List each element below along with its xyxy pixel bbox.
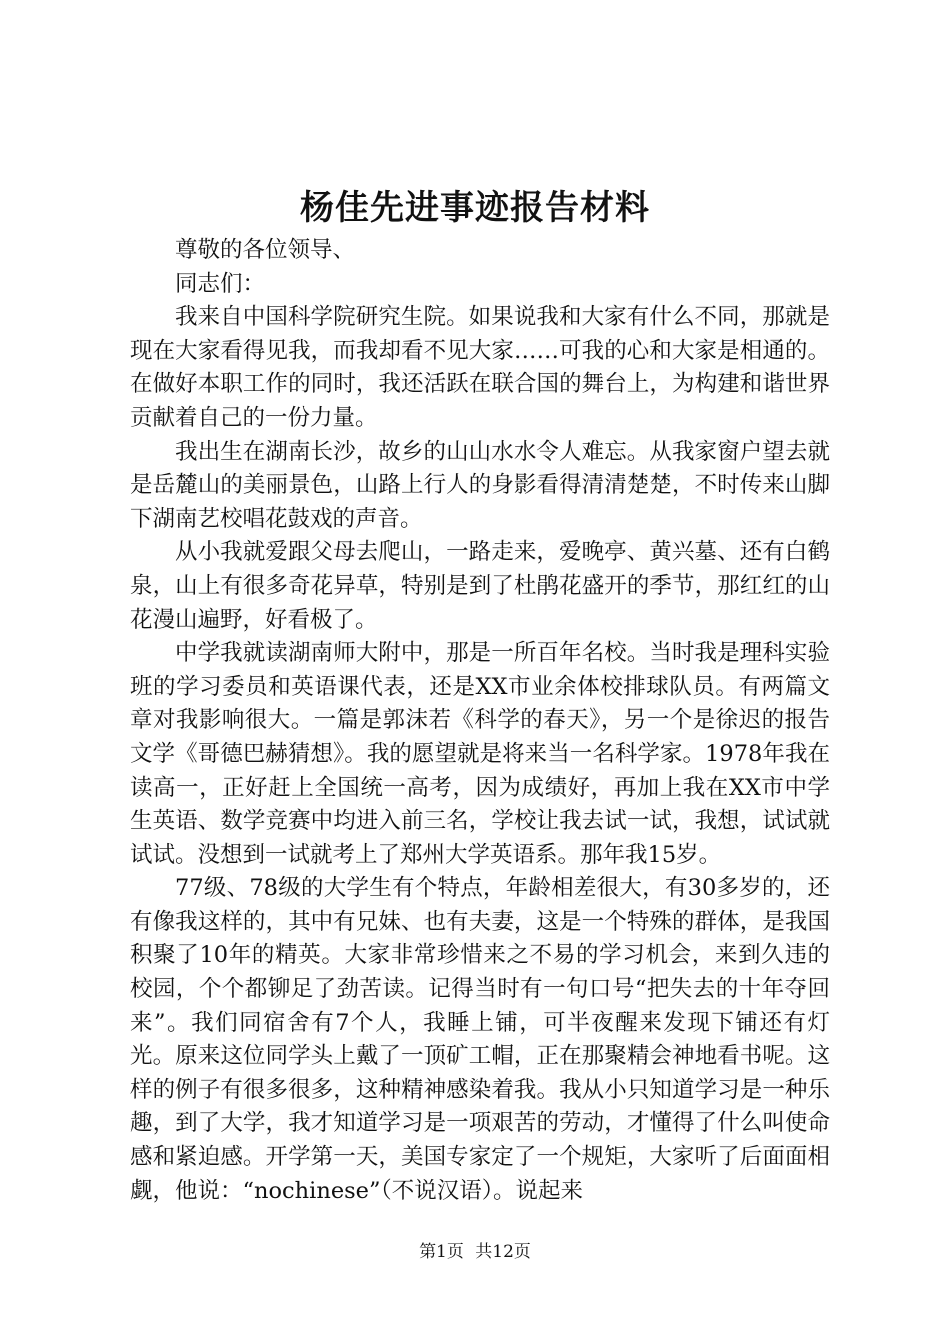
- page-total: 共12页: [475, 1242, 531, 1262]
- body-paragraph: 77级、78级的大学生有个特点，年龄相差很大，有30多岁的，还有像我这样的，其中有兄妹、也有夫妻，这是一个特殊的群体，是我国积聚了10年的精英。大家非常珍惜来之不易的学习机会，来到久违的校园，个个都铆足了劲苦读。记得当时有一句口号“把失去的十年夺回来”。我们同宿舍有7个人，我睡上铺，可半夜醒来发现下铺还有灯光。原来这位同学头上戴了一顶矿工帽，正在那聚精会神地看书呢。这样的例子有很多很多，这种精神感染着我。我从小只知道学习是一种乐趣，到了大学，我才知道学习是一项艰苦的劳动，才懂得了什么叫使命感和紧迫感。开学第一天，美国专家定了一个规矩，大家听了后面面相觑，他说：“nochinese”（不说汉语）。说起来: [130, 875, 830, 1204]
- body-paragraph: 中学我就读湖南师大附中，那是一所百年名校。当时我是理科实验班的学习委员和英语课代表，还是XX市业余体校排球队员。有两篇文章对我影响很大。一篇是郭沫若《科学的春天》，另一个是徐迟的报告文学《哥德巴赫猜想》。我的愿望就是将来当一名科学家。1978年我在读高一，正好赶上全国统一高考，因为成绩好，再加上我在XX市中学生英语、数学竞赛中均进入前三名，学校让我去试一试，我想，试试就试试。没想到一试就考上了郑州大学英语系。那年我15岁。: [130, 640, 830, 868]
- page-footer: [0, 1240, 950, 1264]
- salutation-line: 同志们：: [175, 270, 266, 297]
- page-number: 第1页: [419, 1242, 464, 1262]
- body-paragraph: 我出生在湖南长沙，故乡的山山水水令人难忘。从我家窗户望去就是岳麓山的美丽景色，山路上行人的身影看得清清楚楚，不时传来山脚下湖南艺校唱花鼓戏的声音。: [130, 438, 830, 532]
- body-paragraph: 我来自中国科学院研究生院。如果说我和大家有什么不同，那就是现在大家看得见我，而我却看不见大家……可我的心和大家是相通的。在做好本职工作的同时，我还活跃在联合国的舞台上，为构建和谐世界贡献着自己的一份力量。: [130, 304, 830, 431]
- document-title: 杨佳先进事迹报告材料: [300, 188, 650, 228]
- body-paragraph: 从小我就爱跟父母去爬山，一路走来，爱晚亭、黄兴墓、还有白鹤泉，山上有很多奇花异草，特别是到了杜鹃花盛开的季节，那红红的山花漫山遍野，好看极了。: [130, 539, 830, 633]
- document-body: [130, 234, 830, 1208]
- salutation-line: 尊敬的各位领导、: [175, 237, 356, 263]
